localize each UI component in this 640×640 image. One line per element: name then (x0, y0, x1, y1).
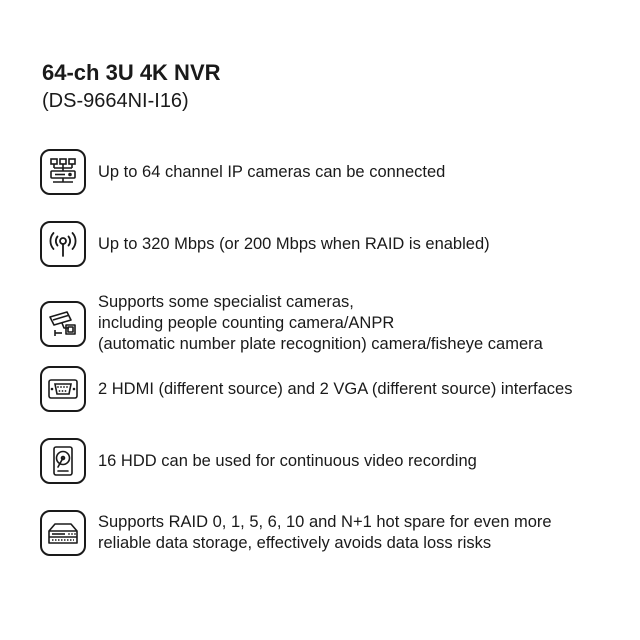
feature-line: reliable data storage, effectively avoids data loss risks (98, 534, 492, 552)
hard-disk-icon (40, 438, 86, 484)
feature-text (98, 451, 477, 472)
feature-item-cameras (40, 149, 620, 195)
feature-item-hdd (40, 438, 620, 484)
feature-line: Supports RAID 0, 1, 5, 6, 10 and N+1 hot spare for even more (98, 513, 552, 531)
vga-port-icon (40, 366, 86, 412)
feature-text (98, 292, 543, 355)
feature-text (98, 379, 572, 400)
feature-item-bandwidth (40, 221, 620, 267)
feature-line: Up to 320 Mbps (or 200 Mbps when RAID is enabled) (98, 234, 490, 253)
feature-line: 16 HDD can be used for continuous video recording (98, 451, 477, 470)
network-cameras-icon (40, 149, 86, 195)
feature-item-video-outputs (40, 366, 620, 412)
nvr-device-icon (40, 510, 86, 556)
page-title: 64-ch 3U 4K NVR (42, 60, 221, 85)
feature-item-specialist-cameras (40, 292, 620, 355)
feature-item-raid (40, 510, 620, 556)
model-number: (DS-9664NI-I16) (42, 90, 189, 112)
wireless-signal-icon (40, 221, 86, 267)
feature-text (98, 512, 552, 554)
security-camera-icon (40, 301, 86, 347)
feature-line: (automatic number plate recognition) camera/fisheye camera (98, 335, 543, 353)
feature-line: Up to 64 channel IP cameras can be connected (98, 162, 446, 181)
feature-line: including people counting camera/ANPR (98, 314, 395, 332)
feature-text (98, 162, 445, 183)
feature-text (98, 234, 490, 255)
feature-line: 2 HDMI (different source) and 2 VGA (different source) interfaces (98, 379, 573, 398)
feature-line: Supports some specialist cameras, (98, 293, 354, 311)
